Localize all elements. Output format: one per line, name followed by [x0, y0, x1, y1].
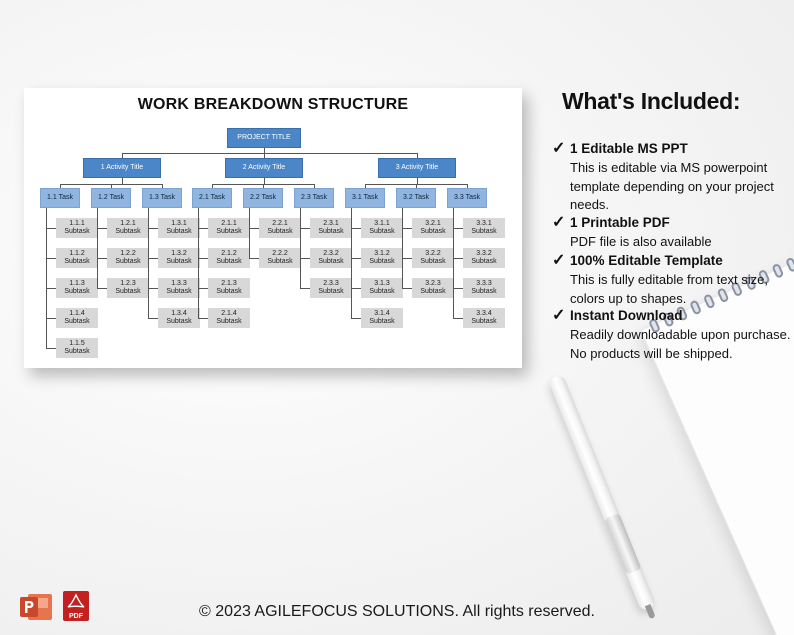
connector-line [97, 288, 107, 289]
subtask-number: 3.1.2 [374, 250, 390, 257]
subtask-box [463, 248, 505, 268]
checkmark-icon: ✓ [552, 214, 566, 231]
subtask-box [361, 278, 403, 298]
connector-line [453, 208, 454, 318]
connector-line [402, 288, 412, 289]
connector-line [122, 153, 417, 154]
connector-line [148, 258, 158, 259]
checkmark-icon: ✓ [552, 140, 566, 157]
subtask-label: Subtask [471, 258, 497, 265]
subtask-box [158, 308, 200, 328]
connector-line [300, 208, 301, 288]
subtask-number: 3.1.3 [374, 280, 390, 287]
subtask-number: 1.2.2 [120, 250, 136, 257]
feature-description: Readily downloadable upon purchase. No products will be shipped. [570, 327, 791, 361]
connector-line [46, 348, 56, 349]
subtask-box [208, 248, 250, 268]
connector-line [402, 228, 412, 229]
connector-line [97, 258, 107, 259]
subtask-number: 2.1.3 [221, 280, 237, 287]
connector-line [300, 288, 310, 289]
subtask-box [56, 278, 98, 298]
subtask-number: 1.3.4 [171, 310, 187, 317]
subtask-box [158, 278, 200, 298]
subtask-box [361, 218, 403, 238]
subtask-box [310, 278, 352, 298]
project-title-box: PROJECT TITLE [227, 128, 301, 148]
wbs-preview-card [24, 88, 522, 368]
subtask-box [259, 248, 301, 268]
powerpoint-icon [18, 592, 54, 622]
subtask-number: 1.3.1 [171, 220, 187, 227]
subtask-label: Subtask [471, 228, 497, 235]
subtask-box [107, 218, 149, 238]
subtask-box [208, 218, 250, 238]
connector-line [453, 258, 463, 259]
subtask-number: 1.3.2 [171, 250, 187, 257]
feature-description: PDF file is also available [570, 234, 712, 249]
subtask-number: 1.1.3 [69, 280, 85, 287]
connector-line [351, 318, 361, 319]
whats-included-title: What's Included: [562, 88, 741, 114]
subtask-box [56, 248, 98, 268]
connector-line [97, 208, 98, 288]
feature-title: 1 Editable MS PPT [570, 141, 688, 156]
subtask-number: 3.2.1 [425, 220, 441, 227]
subtask-number: 3.3.1 [476, 220, 492, 227]
task-box: 3.3 Task [447, 188, 487, 208]
subtask-label: Subtask [216, 318, 242, 325]
subtask-label: Subtask [115, 258, 141, 265]
task-box: 1.3 Task [142, 188, 182, 208]
subtask-label: Subtask [216, 258, 242, 265]
subtask-label: Subtask [369, 228, 395, 235]
subtask-number: 1.1.1 [69, 220, 85, 227]
connector-line [46, 208, 47, 348]
subtask-number: 1.2.1 [120, 220, 136, 227]
subtask-box [412, 248, 454, 268]
subtask-label: Subtask [369, 258, 395, 265]
svg-text:PDF: PDF [69, 613, 83, 620]
connector-line [249, 208, 250, 258]
subtask-number: 1.3.3 [171, 280, 187, 287]
subtask-number: 1.1.4 [69, 310, 85, 317]
subtask-box [107, 278, 149, 298]
subtask-label: Subtask [115, 288, 141, 295]
subtask-label: Subtask [267, 228, 293, 235]
pdf-icon [62, 590, 90, 622]
feature-title: Instant Download [570, 308, 683, 323]
feature-title: 1 Printable PDF [570, 215, 670, 230]
connector-line [402, 208, 403, 288]
subtask-box [361, 248, 403, 268]
connector-line [46, 318, 56, 319]
checkmark-icon: ✓ [552, 252, 566, 269]
task-box: 1.1 Task [40, 188, 80, 208]
connector-line [148, 288, 158, 289]
connector-line [148, 208, 149, 318]
subtask-box [56, 308, 98, 328]
activity-box: 2 Activity Title [225, 158, 303, 178]
subtask-label: Subtask [369, 288, 395, 295]
subtask-box [361, 308, 403, 328]
connector-line [453, 288, 463, 289]
feature-title: 100% Editable Template [570, 253, 723, 268]
subtask-box [463, 308, 505, 328]
checkmark-icon: ✓ [552, 307, 566, 324]
connector-line [198, 228, 208, 229]
subtask-number: 3.1.1 [374, 220, 390, 227]
subtask-number: 2.1.1 [221, 220, 237, 227]
connector-line [198, 258, 208, 259]
subtask-label: Subtask [216, 288, 242, 295]
feature-description: This is editable via MS powerpoint template depending on your project needs. [570, 160, 774, 212]
connector-line [300, 228, 310, 229]
subtask-number: 2.2.1 [272, 220, 288, 227]
subtask-number: 2.1.4 [221, 310, 237, 317]
subtask-label: Subtask [420, 228, 446, 235]
subtask-number: 2.3.1 [323, 220, 339, 227]
subtask-box [412, 278, 454, 298]
subtask-label: Subtask [166, 228, 192, 235]
task-box: 3.1 Task [345, 188, 385, 208]
connector-line [249, 258, 259, 259]
connector-line [198, 288, 208, 289]
subtask-label: Subtask [471, 288, 497, 295]
subtask-label: Subtask [267, 258, 293, 265]
subtask-label: Subtask [115, 228, 141, 235]
connector-line [402, 258, 412, 259]
subtask-label: Subtask [318, 288, 344, 295]
subtask-box [412, 218, 454, 238]
connector-line [351, 208, 352, 318]
subtask-box [463, 218, 505, 238]
connector-line [198, 318, 208, 319]
subtask-label: Subtask [64, 228, 90, 235]
connector-line [453, 228, 463, 229]
activity-box: 3 Activity Title [378, 158, 456, 178]
subtask-number: 1.1.5 [69, 340, 85, 347]
connector-line [148, 228, 158, 229]
wbs-title: WORK BREAKDOWN STRUCTURE [137, 96, 409, 113]
connector-line [46, 228, 56, 229]
subtask-label: Subtask [420, 288, 446, 295]
subtask-box [310, 248, 352, 268]
subtask-box [158, 248, 200, 268]
connector-line [300, 258, 310, 259]
connector-line [351, 228, 361, 229]
subtask-label: Subtask [64, 318, 90, 325]
subtask-box [56, 218, 98, 238]
connector-line [198, 208, 199, 318]
subtask-label: Subtask [420, 258, 446, 265]
subtask-box [56, 338, 98, 358]
subtask-number: 3.3.2 [476, 250, 492, 257]
connector-line [351, 258, 361, 259]
subtask-number: 2.3.3 [323, 280, 339, 287]
activity-box: 1 Activity Title [83, 158, 161, 178]
connector-line [351, 288, 361, 289]
task-box: 2.3 Task [294, 188, 334, 208]
subtask-label: Subtask [166, 258, 192, 265]
task-box: 1.2 Task [91, 188, 131, 208]
subtask-label: Subtask [166, 318, 192, 325]
subtask-number: 3.2.2 [425, 250, 441, 257]
subtask-number: 2.2.2 [272, 250, 288, 257]
subtask-box [259, 218, 301, 238]
subtask-number: 3.3.3 [476, 280, 492, 287]
subtask-label: Subtask [318, 228, 344, 235]
task-box: 3.2 Task [396, 188, 436, 208]
subtask-number: 2.3.2 [323, 250, 339, 257]
task-box: 2.1 Task [192, 188, 232, 208]
subtask-number: 2.1.2 [221, 250, 237, 257]
subtask-label: Subtask [64, 348, 90, 355]
subtask-number: 3.3.4 [476, 310, 492, 317]
task-box: 2.2 Task [243, 188, 283, 208]
subtask-box [310, 218, 352, 238]
subtask-label: Subtask [216, 228, 242, 235]
connector-line [148, 318, 158, 319]
copyright-footer: © 2023 AGILEFOCUS SOLUTIONS. All rights reserved. [199, 603, 595, 620]
wbs-diagram [24, 88, 522, 368]
subtask-box [107, 248, 149, 268]
connector-line [97, 228, 107, 229]
subtask-label: Subtask [64, 288, 90, 295]
subtask-box [158, 218, 200, 238]
connector-line [453, 318, 463, 319]
subtask-number: 1.2.3 [120, 280, 136, 287]
subtask-number: 1.1.2 [69, 250, 85, 257]
subtask-label: Subtask [64, 258, 90, 265]
subtask-label: Subtask [369, 318, 395, 325]
connector-line [46, 258, 56, 259]
subtask-label: Subtask [471, 318, 497, 325]
connector-line [46, 288, 56, 289]
subtask-box [208, 278, 250, 298]
feature-description: This is fully editable from text size, colors up to shapes. [570, 272, 768, 306]
connector-line [249, 228, 259, 229]
subtask-box [463, 278, 505, 298]
subtask-label: Subtask [318, 258, 344, 265]
subtask-box [208, 308, 250, 328]
subtask-label: Subtask [166, 288, 192, 295]
subtask-number: 3.2.3 [425, 280, 441, 287]
subtask-number: 3.1.4 [374, 310, 390, 317]
